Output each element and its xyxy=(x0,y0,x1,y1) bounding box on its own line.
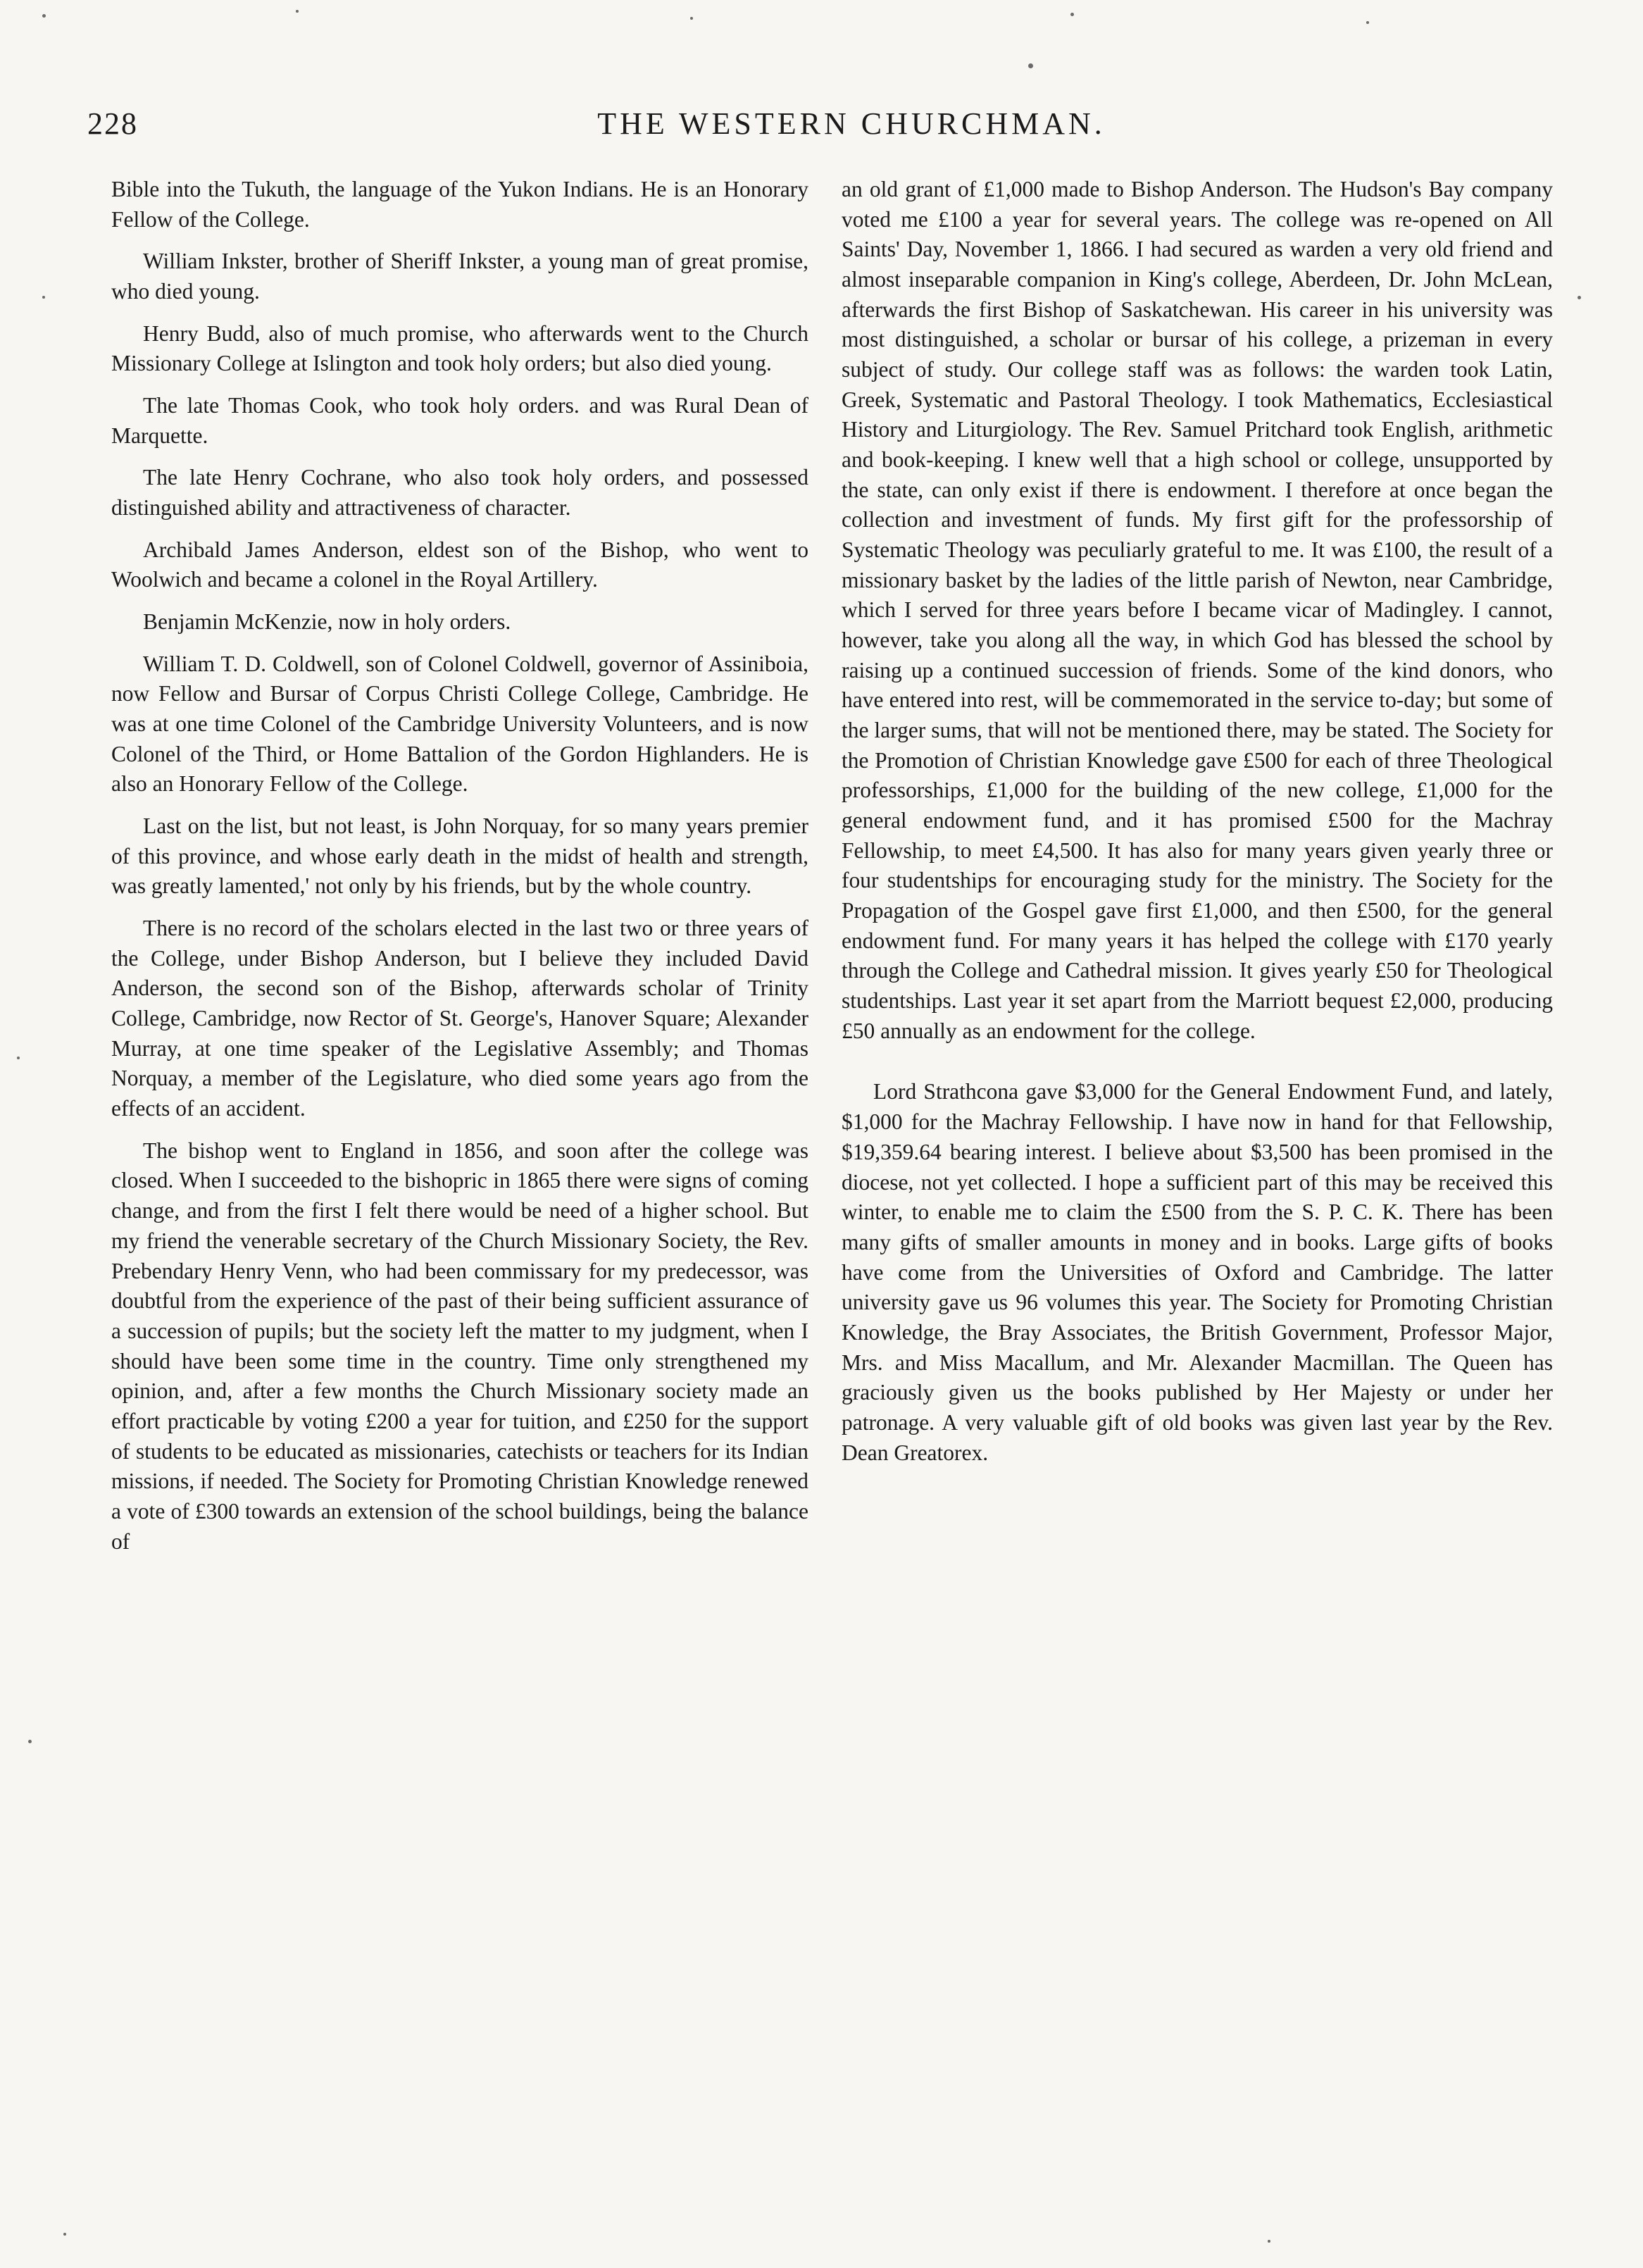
right-column xyxy=(842,175,1553,1480)
paragraph: an old grant of £1,000 made to Bishop Anderson. The Hudson's Bay company voted me £100 a year for several years. The college was re-opened on All Saints' Day, November 1, 1866. I had secured as warden a very old friend and almost inseparable companion in King's college, Aberdeen, Dr. John McLean, afterwards the first Bishop of Saskatchewan. His career in his university was most distinguished, a scholar or bursar of his college, a prizeman in every subject of study. Our college staff was as follows: the warden took Latin, Greek, Systematic and Pastoral Theology. I took Mathematics, Ecclesiastical History and Liturgiology. The Rev. Samuel Pritchard took English, arithmetic and book-keeping. I knew well that a high school or college, unsupported by the state, can only exist if there is endowment. I therefore at once began the collection and investment of funds. My first gift for the professorship of Systematic Theology was peculiarly grateful to me. It was £100, the result of a missionary basket by the ladies of the little parish of Newton, near Cambridge, which I served for three years before I became vicar of Madingley. I cannot, however, take you along all the way, in which God has blessed the school by raising up a continued succession of friends. Some of the kind donors, who have entered into rest, will be commemorated in the service to-day; but some of the larger sums, that will not be mentioned there, may be stated. The Society for the Promotion of Christian Knowledge gave £500 for each of three Theological professorships, £1,000 for the building of the new college, £1,000 for the general endowment fund, and it has promised £500 for the Machray Fellowship, to meet £4,500. It has also for many years given yearly three or four studentships for encouraging study for the ministry. The Society for the Propagation of the Gospel gave first £1,000, and then £500, for the general endowment fund. For many years it has helped the college with £170 yearly through the College and Cathedral mission. It gives yearly £50 for Theological studentships. Last year it set apart from the Marriott bequest £2,000, producing £50 annually as an endowment for the college. xyxy=(842,177,1553,1043)
paragraph: Benjamin McKenzie, now in holy orders. xyxy=(143,609,511,635)
paragraph: Last on the list, but not least, is John Norquay, for so many years premier of this province, and whose early death in the midst of health and strength, was greatly lamented,' not only by his friends, but by the whole country. xyxy=(111,814,808,899)
running-title: THE WESTERN CHURCHMAN. xyxy=(597,106,1106,141)
paragraph: Henry Budd, also of much promise, who afterwards went to the Church Missionary College at Islington and took holy orders; but also died young. xyxy=(111,320,808,376)
paragraph: Lord Strathcona gave $3,000 for the General Endowment Fund, and lately, $1,000 for the Machray Fellowship. I have now in hand for that Fellowship, $19,359.64 bearing interest. I believe about $3,500 has been promised in the diocese, not yet collected. I hope a sufficient part of this may be received this winter, to enable me to claim the £500 from the S. P. C. K. There has been many gifts of smaller amounts in money and in books. Large gifts of books have come from the Universities of Oxford and Cambridge. The latter university gave us 96 volumes this year. The Society for Promoting Christian Knowledge, the Bray Associates, the British Government, Professor Major, Mrs. and Miss Macallum, and Mr. Alexander Macmillan. The Queen has graciously given us the books published by Her Majesty or under her patronage. A very valuable gift of old books was given last year by the Rev. Dean Greatorex. xyxy=(842,1079,1553,1465)
paragraph: The late Thomas Cook, who took holy orders. and was Rural Dean of Marquette. xyxy=(111,393,808,448)
paragraph: William T. D. Coldwell, son of Colonel Coldwell, governor of Assiniboia, now Fellow and Bursar of Corpus Christi College College, Cambridge. He was at one time Colonel of the Cambridge University Volunteers, and is now Colonel of the Third, or Home Battalion of the Gordon Highlanders. He is also an Honorary Fellow of the College. xyxy=(111,651,808,797)
paragraph: The bishop went to England in 1856, and soon after the college was closed. When I succeeded to the bishopric in 1865 there were signs of coming change, and from the first I felt there would be need of a higher school. But my friend the venerable secretary of the Church Missionary Society, the Rev. Prebendary Henry Venn, who had been commissary for my predecessor, was doubtful from the experience of the past of their being sufficient assurance of a succession of pupils; but the society left the matter to my judgment, when I should have been some time in the country. Time only strengthened my opinion, and, after a few months the Church Missionary society made an effort practicable by voting £200 a year for tuition, and £250 for the support of students to be educated as missionaries, catechists or teachers for its Indian missions, if needed. The Society for Promoting Christian Knowledge renewed a vote of £300 towards an extension of the school buildings, being the balance of xyxy=(111,1138,808,1554)
page-number: 228 xyxy=(87,106,138,141)
paragraph: Archibald James Anderson, eldest son of the Bishop, who went to Woolwich and became a colonel in the Royal Artillery. xyxy=(111,537,808,592)
page-header xyxy=(87,106,1616,148)
left-column xyxy=(111,175,808,1569)
paragraph: The late Henry Cochrane, who also took holy orders, and possessed distinguished ability and attractiveness of character. xyxy=(111,465,808,521)
paragraph: William Inkster, brother of Sheriff Inkster, a young man of great promise, who died young. xyxy=(111,249,808,304)
paragraph: Bible into the Tukuth, the language of the Yukon Indians. He is an Honorary Fellow of the College. xyxy=(111,177,808,232)
paragraph: There is no record of the scholars elected in the last two or three years of the College, under Bishop Anderson, but I believe they included David Anderson, the second son of the Bishop, afterwards scholar of Trinity College, Cambridge, now Rector of St. George's, Hanover Square; Alexander Murray, at one time speaker of the Legislative Assembly; and Thomas Norquay, a member of the Legislature, who died some years ago from the effects of an accident. xyxy=(111,916,808,1121)
